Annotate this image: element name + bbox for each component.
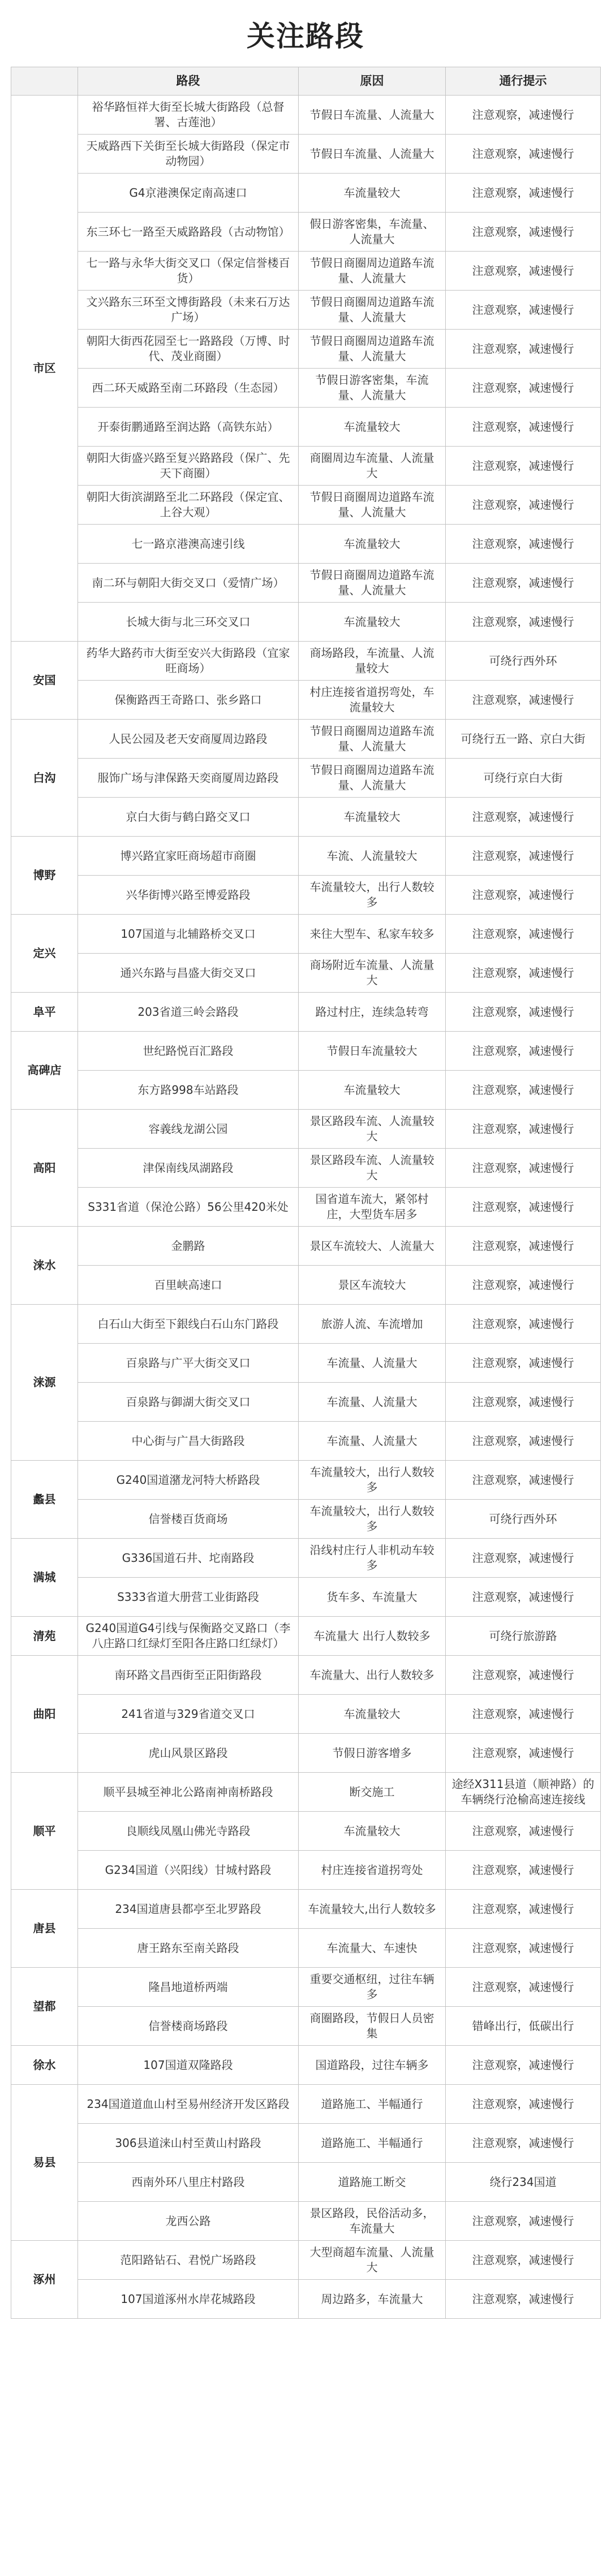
reason-cell: 节假日商圈周边道路车流量、人流量大 [299, 564, 446, 603]
road-cell: 容義线龙湖公园 [78, 1110, 299, 1149]
district-cell: 涞水 [11, 1227, 78, 1305]
tip-cell: 注意观察，减速慢行 [446, 1578, 601, 1617]
tip-cell: 注意观察，减速慢行 [446, 2085, 601, 2124]
reason-cell: 村庄连接省道拐弯处 [299, 1851, 446, 1890]
reason-cell: 车流量较大 [299, 798, 446, 837]
table-row [11, 1227, 601, 1266]
table-row [11, 798, 601, 837]
road-cell: 南环路文昌西街至正阳街路段 [78, 1656, 299, 1695]
reason-cell: 沿线村庄行人非机动车较多 [299, 1539, 446, 1578]
tip-cell: 注意观察，减速慢行 [446, 2241, 601, 2280]
road-cell: 范阳路钻石、君悦广场路段 [78, 2241, 299, 2280]
district-cell: 阜平 [11, 993, 78, 1032]
tip-cell: 可绕行西外环 [446, 642, 601, 681]
tip-cell: 注意观察，减速慢行 [446, 96, 601, 135]
table-row [11, 525, 601, 564]
road-cell: 龙西公路 [78, 2202, 299, 2241]
road-cell: 306县道涞山村至黄山村路段 [78, 2124, 299, 2163]
road-cell: S331省道（保沧公路）56公里420米处 [78, 1188, 299, 1227]
district-cell: 望都 [11, 1968, 78, 2046]
reason-cell: 道路施工、半幅通行 [299, 2124, 446, 2163]
road-cell: 药华大路药市大街至安兴大街路段（宜家旺商场） [78, 642, 299, 681]
reason-cell: 车流量、人流量大 [299, 1422, 446, 1461]
district-cell: 曲阳 [11, 1656, 78, 1773]
tip-cell: 注意观察，减速慢行 [446, 1110, 601, 1149]
reason-cell: 国道路段，过往车辆多 [299, 2046, 446, 2085]
district-cell: 博野 [11, 837, 78, 915]
table-row [11, 720, 601, 759]
table-row [11, 2046, 601, 2085]
tip-cell: 注意观察，减速慢行 [446, 1734, 601, 1773]
table-row [11, 1968, 601, 2007]
table-row [11, 2085, 601, 2124]
table-row [11, 2280, 601, 2319]
road-cell: 234国道唐县都亭至北罗路段 [78, 1890, 299, 1929]
reason-cell: 商场附近车流量、人流量大 [299, 954, 446, 993]
tip-cell: 注意观察，减速慢行 [446, 876, 601, 915]
header-district [11, 67, 78, 96]
table-row [11, 837, 601, 876]
table-row [11, 2124, 601, 2163]
road-cell: 百泉路与广平大街交叉口 [78, 1344, 299, 1383]
reason-cell: 车流量、人流量大 [299, 1344, 446, 1383]
road-cell: 241省道与329省道交叉口 [78, 1695, 299, 1734]
district-cell: 涞源 [11, 1305, 78, 1461]
table-row [11, 1149, 601, 1188]
reason-cell: 节假日商圈周边道路车流量、人流量大 [299, 252, 446, 291]
road-cell: 通兴东路与昌盛大街交叉口 [78, 954, 299, 993]
tip-cell: 注意观察，减速慢行 [446, 1266, 601, 1305]
table-row [11, 213, 601, 252]
tip-cell: 错峰出行，低碳出行 [446, 2007, 601, 2046]
table-row [11, 954, 601, 993]
reason-cell: 假日游客密集，车流量、人流量大 [299, 213, 446, 252]
reason-cell: 车流量大、车速快 [299, 1929, 446, 1968]
district-cell: 清苑 [11, 1617, 78, 1656]
tip-cell: 注意观察，减速慢行 [446, 1227, 601, 1266]
tip-cell: 可绕行五一路、京白大街 [446, 720, 601, 759]
road-cell: 朝阳大街西花园至七一路路段（万博、时代、茂业商圈） [78, 330, 299, 369]
reason-cell: 车流量较大 [299, 1695, 446, 1734]
tip-cell: 注意观察，减速慢行 [446, 2202, 601, 2241]
table-row [11, 915, 601, 954]
tip-cell: 注意观察，减速慢行 [446, 1929, 601, 1968]
table-row [11, 1188, 601, 1227]
header-reason: 原因 [299, 67, 446, 96]
tip-cell: 注意观察，减速慢行 [446, 447, 601, 486]
reason-cell: 节假日商圈周边道路车流量、人流量大 [299, 330, 446, 369]
table-row [11, 1734, 601, 1773]
table-row [11, 1344, 601, 1383]
table-row [11, 486, 601, 525]
tip-cell: 注意观察，减速慢行 [446, 525, 601, 564]
road-cell: 文兴路东三环至文博街路段（未来石万达广场） [78, 291, 299, 330]
table-row [11, 1110, 601, 1149]
road-cell: 107国道涿州水岸花城路段 [78, 2280, 299, 2319]
reason-cell: 车流量、人流量大 [299, 1383, 446, 1422]
table-row [11, 642, 601, 681]
reason-cell: 景区路段，民俗活动多，车流量大 [299, 2202, 446, 2241]
road-cell: 开泰街鹏通路至润达路（高铁东站） [78, 408, 299, 447]
reason-cell: 景区车流较大、人流量大 [299, 1227, 446, 1266]
tip-cell: 注意观察，减速慢行 [446, 291, 601, 330]
road-cell: 世纪路悦百汇路段 [78, 1032, 299, 1071]
tip-cell: 注意观察，减速慢行 [446, 1344, 601, 1383]
table-row [11, 1383, 601, 1422]
road-cell: 金鹏路 [78, 1227, 299, 1266]
reason-cell: 节假日游客增多 [299, 1734, 446, 1773]
reason-cell: 商圈周边车流量、人流量大 [299, 447, 446, 486]
road-cell: 白石山大街至下銀线白石山东门路段 [78, 1305, 299, 1344]
reason-cell: 道路施工断交 [299, 2163, 446, 2202]
tip-cell: 绕行234国道 [446, 2163, 601, 2202]
reason-cell: 节假日商圈周边道路车流量、人流量大 [299, 486, 446, 525]
table-row [11, 876, 601, 915]
tip-cell: 注意观察，减速慢行 [446, 681, 601, 720]
road-cell: 信誉楼商场路段 [78, 2007, 299, 2046]
tip-cell: 注意观察，减速慢行 [446, 174, 601, 213]
district-cell: 高碑店 [11, 1032, 78, 1110]
tip-cell: 注意观察，减速慢行 [446, 1539, 601, 1578]
tip-cell: 注意观察，减速慢行 [446, 2280, 601, 2319]
road-cell: 服饰广场与津保路天奕商厦周边路段 [78, 759, 299, 798]
road-cell: 天威路西下关街至长城大街路段（保定市动物园） [78, 135, 299, 174]
road-cell: G234国道（兴阳线）甘城村路段 [78, 1851, 299, 1890]
reason-cell: 周边路多，车流量大 [299, 2280, 446, 2319]
road-cell: 虎山风景区路段 [78, 1734, 299, 1773]
reason-cell: 车流量较大，出行人数较多 [299, 876, 446, 915]
reason-cell: 车流量较大，出行人数较多 [299, 1500, 446, 1539]
table-row [11, 1305, 601, 1344]
reason-cell: 道路施工、半幅通行 [299, 2085, 446, 2124]
table-row [11, 1695, 601, 1734]
table-row [11, 1539, 601, 1578]
reason-cell: 节假日车流量较大 [299, 1032, 446, 1071]
reason-cell: 旅游人流、车流增加 [299, 1305, 446, 1344]
road-cell: 107国道双隆路段 [78, 2046, 299, 2085]
tip-cell: 可绕行旅游路 [446, 1617, 601, 1656]
road-cell: 唐王路东至南关路段 [78, 1929, 299, 1968]
reason-cell: 景区车流较大 [299, 1266, 446, 1305]
tip-cell: 注意观察，减速慢行 [446, 486, 601, 525]
tip-cell: 注意观察，减速慢行 [446, 1305, 601, 1344]
reason-cell: 村庄连接省道拐弯处，车流量较大 [299, 681, 446, 720]
tip-cell: 注意观察，减速慢行 [446, 1383, 601, 1422]
tip-cell: 可绕行京白大街 [446, 759, 601, 798]
road-cell: G4京港澳保定南高速口 [78, 174, 299, 213]
road-cell: 顺平县城至神北公路南神南桥路段 [78, 1773, 299, 1812]
reason-cell: 国省道车流大，紧邻村庄，大型货车居多 [299, 1188, 446, 1227]
road-cell: 裕华路恒祥大街至长城大街路段（总督署、古莲池） [78, 96, 299, 135]
reason-cell: 货车多、车流量大 [299, 1578, 446, 1617]
tip-cell: 注意观察，减速慢行 [446, 564, 601, 603]
tip-cell: 注意观察，减速慢行 [446, 1890, 601, 1929]
reason-cell: 商场路段，车流量、人流量较大 [299, 642, 446, 681]
tip-cell: 注意观察，减速慢行 [446, 1188, 601, 1227]
tip-cell: 途经X311县道（顺神路）的车辆绕行沧榆高速连接线 [446, 1773, 601, 1812]
reason-cell: 节假日商圈周边道路车流量、人流量大 [299, 291, 446, 330]
table-row [11, 2163, 601, 2202]
table-row [11, 174, 601, 213]
table-row [11, 1773, 601, 1812]
road-cell: 南二环与朝阳大街交叉口（爱情广场） [78, 564, 299, 603]
district-cell: 徐水 [11, 2046, 78, 2085]
tip-cell: 注意观察，减速慢行 [446, 915, 601, 954]
road-cell: 七一路与永华大街交叉口（保定信誉楼百货） [78, 252, 299, 291]
tip-cell: 注意观察，减速慢行 [446, 252, 601, 291]
table-row [11, 1617, 601, 1656]
road-cell: 人民公园及老天安商厦周边路段 [78, 720, 299, 759]
road-cell: 兴华街博兴路至博爱路段 [78, 876, 299, 915]
reason-cell: 重要交通枢纽，过往车辆多 [299, 1968, 446, 2007]
reason-cell: 来往大型车、私家车较多 [299, 915, 446, 954]
table-row [11, 408, 601, 447]
reason-cell: 节假日车流量、人流量大 [299, 96, 446, 135]
road-cell: 西二环天威路至南二环路段（生态园） [78, 369, 299, 408]
tip-cell: 注意观察，减速慢行 [446, 1968, 601, 2007]
district-cell: 白沟 [11, 720, 78, 837]
table-row [11, 2202, 601, 2241]
table-row [11, 2241, 601, 2280]
table-row [11, 96, 601, 135]
road-cell: 隆昌地道桥两端 [78, 1968, 299, 2007]
table-row [11, 135, 601, 174]
district-cell: 蠡县 [11, 1461, 78, 1539]
reason-cell: 商圈路段，节假日人员密集 [299, 2007, 446, 2046]
reason-cell: 节假日车流量、人流量大 [299, 135, 446, 174]
district-cell: 定兴 [11, 915, 78, 993]
district-cell: 涿州 [11, 2241, 78, 2319]
table-row [11, 1656, 601, 1695]
tip-cell: 注意观察，减速慢行 [446, 993, 601, 1032]
road-cell: 信誉楼百货商场 [78, 1500, 299, 1539]
reason-cell: 路过村庄，连续急转弯 [299, 993, 446, 1032]
table-header-row [11, 67, 601, 96]
table-row [11, 993, 601, 1032]
table-row [11, 1461, 601, 1500]
district-cell: 易县 [11, 2085, 78, 2241]
table-row [11, 2007, 601, 2046]
tip-cell: 注意观察，减速慢行 [446, 1461, 601, 1500]
road-cell: G240国道G4引线与保衡路交叉路口（李八庄路口红绿灯至阳各庄路口红绿灯） [78, 1617, 299, 1656]
tip-cell: 注意观察，减速慢行 [446, 1032, 601, 1071]
road-cell: 203省道三岭会路段 [78, 993, 299, 1032]
reason-cell: 节假日商圈周边道路车流量、人流量大 [299, 759, 446, 798]
reason-cell: 景区路段车流、人流量较大 [299, 1149, 446, 1188]
road-cell: 百里峡高速口 [78, 1266, 299, 1305]
table-row [11, 291, 601, 330]
table-row [11, 1266, 601, 1305]
table-row [11, 1929, 601, 1968]
table-row [11, 1422, 601, 1461]
tip-cell: 可绕行西外环 [446, 1500, 601, 1539]
table-row [11, 759, 601, 798]
table-row [11, 1500, 601, 1539]
table-row [11, 1032, 601, 1071]
tip-cell: 注意观察，减速慢行 [446, 954, 601, 993]
tip-cell: 注意观察，减速慢行 [446, 1149, 601, 1188]
table-row [11, 1812, 601, 1851]
tip-cell: 注意观察，减速慢行 [446, 330, 601, 369]
header-road: 路段 [78, 67, 299, 96]
district-cell: 市区 [11, 96, 78, 642]
road-cell: 234国道道血山村至易州经济开发区路段 [78, 2085, 299, 2124]
table-row [11, 1890, 601, 1929]
tip-cell: 注意观察，减速慢行 [446, 1656, 601, 1695]
tip-cell: 注意观察，减速慢行 [446, 213, 601, 252]
table-row [11, 603, 601, 642]
road-cell: 京白大街与鹤白路交叉口 [78, 798, 299, 837]
table-row [11, 1578, 601, 1617]
table-body [11, 96, 601, 2319]
reason-cell: 景区路段车流、人流量较大 [299, 1110, 446, 1149]
road-cell: S333省道大册营工业街路段 [78, 1578, 299, 1617]
road-cell: 博兴路宜家旺商场超市商圈 [78, 837, 299, 876]
tip-cell: 注意观察，减速慢行 [446, 408, 601, 447]
reason-cell: 节假日游客密集，车流量、人流量大 [299, 369, 446, 408]
tip-cell: 注意观察，减速慢行 [446, 1851, 601, 1890]
tip-cell: 注意观察，减速慢行 [446, 1695, 601, 1734]
reason-cell: 车流量较大 [299, 174, 446, 213]
reason-cell: 车流量较大,出行人数较多 [299, 1890, 446, 1929]
reason-cell: 车流量较大 [299, 1812, 446, 1851]
reason-cell: 车流量大 出行人数较多 [299, 1617, 446, 1656]
road-cell: 七一路京港澳高速引线 [78, 525, 299, 564]
tip-cell: 注意观察，减速慢行 [446, 1422, 601, 1461]
district-cell: 满城 [11, 1539, 78, 1617]
tip-cell: 注意观察，减速慢行 [446, 798, 601, 837]
road-cell: 长城大街与北三环交叉口 [78, 603, 299, 642]
reason-cell: 车流、人流量较大 [299, 837, 446, 876]
reason-cell: 节假日商圈周边道路车流量、人流量大 [299, 720, 446, 759]
road-cell: 朝阳大街盛兴路至复兴路路段（保广、先天下商圈） [78, 447, 299, 486]
table-row [11, 369, 601, 408]
district-cell: 顺平 [11, 1773, 78, 1890]
reason-cell: 车流量大、出行人数较多 [299, 1656, 446, 1695]
reason-cell: 车流量较大 [299, 1071, 446, 1110]
table-row [11, 681, 601, 720]
road-cell: 百泉路与御湖大街交叉口 [78, 1383, 299, 1422]
table-row [11, 1071, 601, 1110]
table-row [11, 252, 601, 291]
road-cell: 107国道与北辅路桥交叉口 [78, 915, 299, 954]
tip-cell: 注意观察，减速慢行 [446, 369, 601, 408]
tip-cell: 注意观察，减速慢行 [446, 1071, 601, 1110]
district-cell: 安国 [11, 642, 78, 720]
reason-cell: 车流量较大 [299, 525, 446, 564]
reason-cell: 断交施工 [299, 1773, 446, 1812]
district-cell: 唐县 [11, 1890, 78, 1968]
reason-cell: 车流量较大 [299, 408, 446, 447]
road-cell: 良顺线凤凰山佛光寺路段 [78, 1812, 299, 1851]
reason-cell: 车流量较大，出行人数较多 [299, 1461, 446, 1500]
table-row [11, 1851, 601, 1890]
road-cell: 中心街与广昌大街路段 [78, 1422, 299, 1461]
district-cell: 高阳 [11, 1110, 78, 1227]
header-tip: 通行提示 [446, 67, 601, 96]
tip-cell: 注意观察，减速慢行 [446, 2124, 601, 2163]
road-cell: 朝阳大街滨湖路至北二环路段（保定宜、上谷大观） [78, 486, 299, 525]
page-title: 关注路段 [247, 20, 364, 53]
table-row [11, 447, 601, 486]
road-cell: 保衡路西王奇路口、张乡路口 [78, 681, 299, 720]
reason-cell: 车流量较大 [299, 603, 446, 642]
road-table [11, 67, 601, 2319]
tip-cell: 注意观察，减速慢行 [446, 135, 601, 174]
tip-cell: 注意观察，减速慢行 [446, 837, 601, 876]
tip-cell: 注意观察，减速慢行 [446, 603, 601, 642]
reason-cell: 大型商超车流量、人流量大 [299, 2241, 446, 2280]
table-row [11, 564, 601, 603]
road-cell: 东三环七一路至天威路路段（古动物馆） [78, 213, 299, 252]
road-cell: 东方路998车站路段 [78, 1071, 299, 1110]
tip-cell: 注意观察，减速慢行 [446, 2046, 601, 2085]
tip-cell: 注意观察，减速慢行 [446, 1812, 601, 1851]
table-row [11, 330, 601, 369]
road-cell: G336国道石井、坨南路段 [78, 1539, 299, 1578]
road-cell: 西南外环八里庄村路段 [78, 2163, 299, 2202]
road-cell: 津保南线凤湖路段 [78, 1149, 299, 1188]
road-cell: G240国道潴龙河特大桥路段 [78, 1461, 299, 1500]
